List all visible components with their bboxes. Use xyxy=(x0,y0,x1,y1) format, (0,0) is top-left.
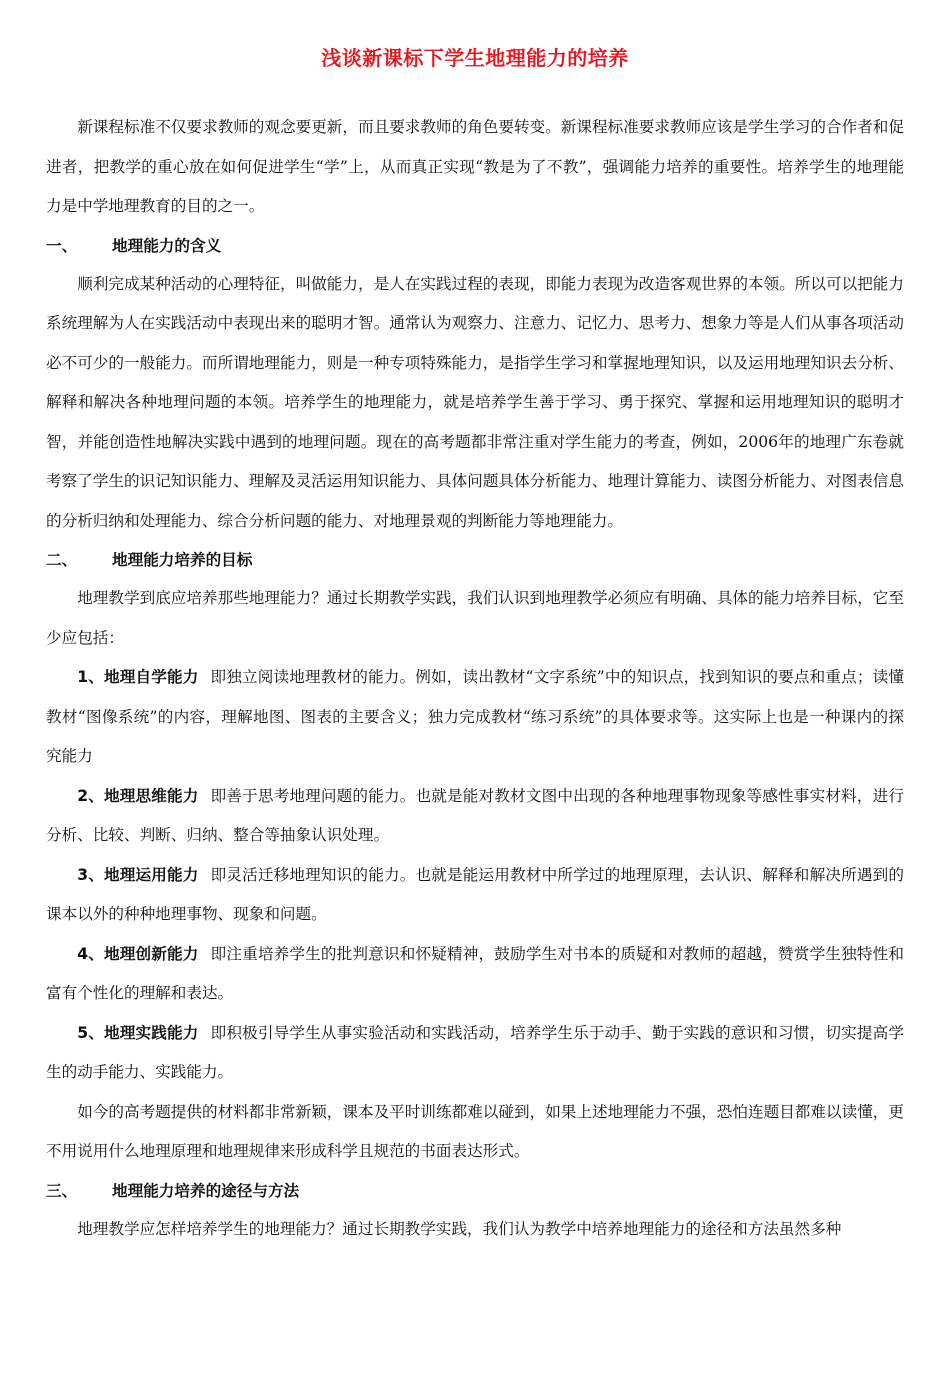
section-number: 三、 xyxy=(46,1181,78,1200)
section-paragraph: 地理教学应怎样培养学生的地理能力？通过长期教学实践，我们认为教学中培养地理能力的途径和方法虽然多种 xyxy=(77,1219,842,1238)
item-text: 即积极引导学生从事实验活动和实践活动，培养学生乐于动手、勤于实践的意识和习惯，切实提高学生的动手能力、实践能力。 xyxy=(46,1023,904,1081)
section-heading-1 xyxy=(46,227,904,265)
list-item xyxy=(46,1014,904,1093)
item-label: 1、地理自学能力 xyxy=(77,668,199,686)
section-number: 二、 xyxy=(46,551,78,569)
document-body xyxy=(46,108,904,1249)
item-label: 5、地理实践能力 xyxy=(77,1023,199,1042)
section-title: 地理能力培养的目标 xyxy=(112,551,253,569)
section-heading-2 xyxy=(46,541,904,579)
item-text: 即注重培养学生的批判意识和怀疑精神，鼓励学生对书本的质疑和对教师的超越，赞赏学生独特性和富有个性化的理解和表达。 xyxy=(46,944,904,1002)
item-label: 4、地理创新能力 xyxy=(77,944,199,963)
document-page xyxy=(0,44,950,1388)
section-paragraph: 顺利完成某种活动的心理特征，叫做能力，是人在实践过程的表现，即能力表现为改造客观世界的本领。所以可以把能力系统理解为人在实践活动中表现出来的聪明才智。通常认为观察力、注意力、记忆力、思考力、想象力等是人们从事各项活动必不可少的一般能力。而所谓地理能力，则是一种专项特殊能力，是指学生学习和掌握地理知识，以及运用地理知识去分析、解释和解决各种地理问题的本领。培养学生的地理能力，就是培养学生善于学习、勇于探究、掌握和运用地理知识的聪明才智，并能创造性地解决实践中遇到的地理问题。现在的高考题都非常注重对学生能力的考查，例如，2006年的地理广东卷就考察了学生的识记知识能力、理解及灵活运用知识能力、具体问题具体分析能力、地理计算能力、读图分析能力、对图表信息的分析归纳和处理能力、综合分析问题的能力、对地理景观的判断能力等地理能力。 xyxy=(46,274,904,530)
list-item xyxy=(46,935,904,1014)
item-text: 即独立阅读地理教材的能力。例如，读出教材“文字系统”中的知识点，找到知识的要点和重点；读懂教材“图像系统”的内容，理解地图、图表的主要含义；独力完成教材“练习系统”的具体要求等。这实际上也是一种课内的探究能力 xyxy=(46,668,904,765)
item-text: 即灵活迁移地理知识的能力。也就是能运用教材中所学过的地理原理，去认识、解释和解决所遇到的课本以外的种种地理事物、现象和问题。 xyxy=(46,865,904,923)
document-title: 浅谈新课标下学生地理能力的培养 xyxy=(321,46,629,70)
section-heading-3 xyxy=(46,1172,904,1210)
section-paragraph: 地理教学到底应培养那些地理能力？通过长期教学实践，我们认识到地理教学必须应有明确、具体的能力培养目标，它至少应包括： xyxy=(46,589,904,647)
section-title: 地理能力的含义 xyxy=(112,236,222,255)
list-item xyxy=(46,658,904,777)
section-closing-paragraph: 如今的高考题提供的材料都非常新颖，课本及平时训练都难以碰到，如果上述地理能力不强，恐怕连题目都难以读懂，更不用说用什么地理原理和地理规律来形成科学且规范的书面表达形式。 xyxy=(46,1102,904,1160)
item-text: 即善于思考地理问题的能力。也就是能对教材文图中出现的各种地理事物现象等感性事实材料，进行分析、比较、判断、归纳、整合等抽象认识处理。 xyxy=(46,786,904,844)
intro-paragraph: 新课程标准不仅要求教师的观念要更新，而且要求教师的角色要转变。新课程标准要求教师应该是学生学习的合作者和促进者，把教学的重心放在如何促进学生“学”上，从而真正实现“教是为了不教”，强调能力培养的重要性。培养学生的地理能力是中学地理教育的目的之一。 xyxy=(46,118,904,215)
list-item xyxy=(46,856,904,935)
item-label: 3、地理运用能力 xyxy=(77,865,199,884)
section-title: 地理能力培养的途径与方法 xyxy=(112,1181,300,1200)
list-item xyxy=(46,777,904,856)
section-number: 一、 xyxy=(46,236,78,255)
item-label: 2、地理思维能力 xyxy=(77,786,199,805)
